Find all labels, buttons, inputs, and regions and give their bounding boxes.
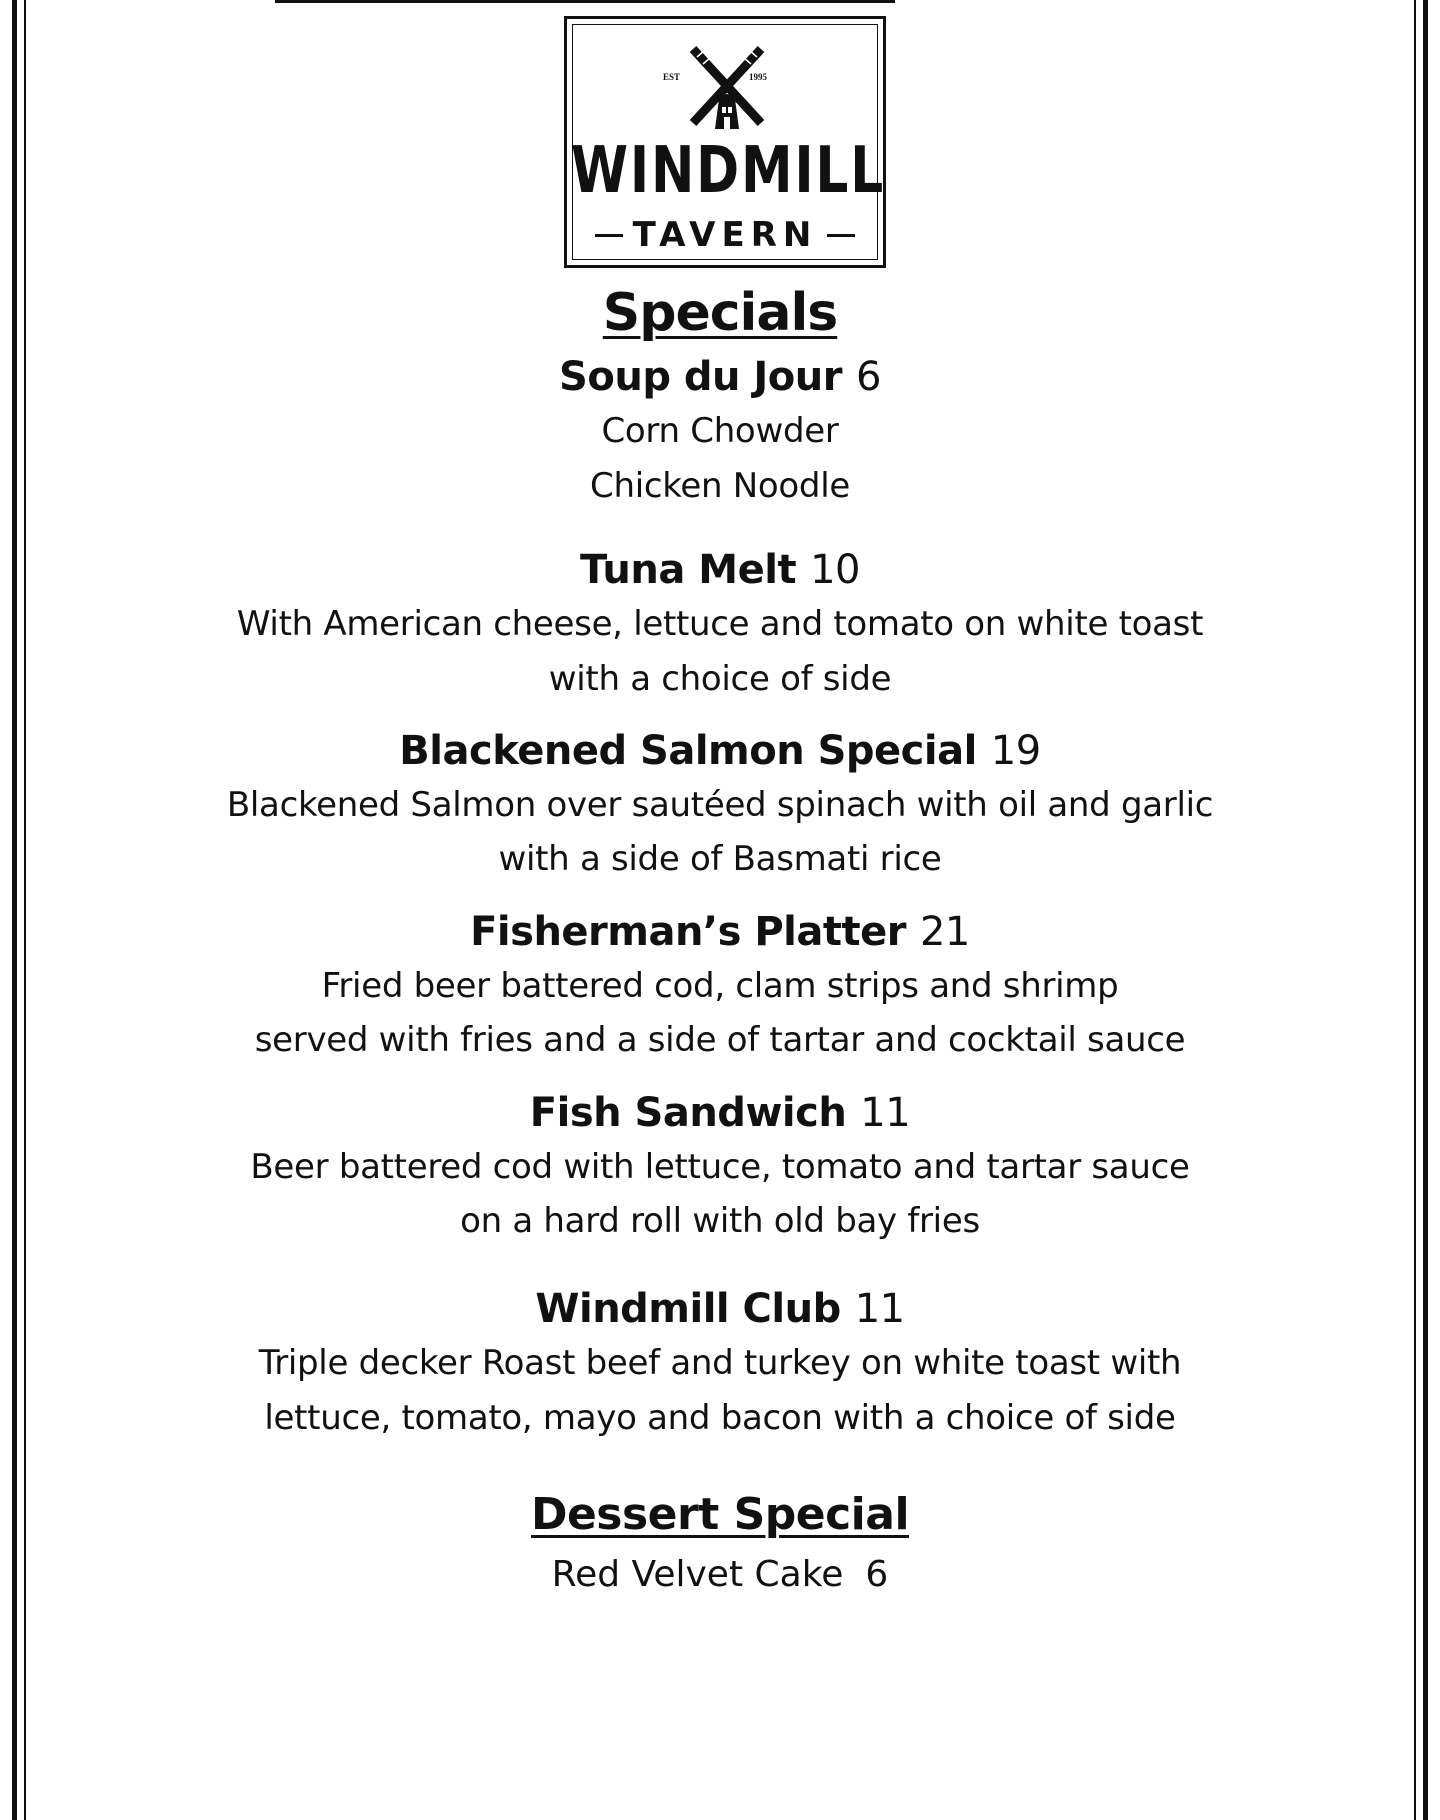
menu-item-fish-sandwich <box>0 1086 1440 1249</box>
logo-year-text: 1995 <box>749 72 767 82</box>
menu-item-price: 19 <box>990 727 1041 774</box>
menu-item-soup <box>0 350 1440 513</box>
dessert-heading: Dessert Special <box>530 1489 910 1541</box>
menu-item-price: 10 <box>810 547 860 594</box>
dessert-item-name: Red Velvet Cake <box>551 1553 844 1595</box>
menu-item-name: Fisherman’s Platter <box>470 908 906 955</box>
menu-item-header <box>0 905 1440 959</box>
menu-item-header <box>0 543 1440 597</box>
menu-item-description: Triple decker Roast beef and turkey on white toast with <box>258 1343 1182 1384</box>
menu-item-description: Blackened Salmon over sautéed spinach with oil and garlic <box>226 784 1214 825</box>
menu-item-price: 21 <box>919 908 970 955</box>
menu-item-description: Chicken Noodle <box>590 465 850 506</box>
menu-item-description: Beer battered cod with lettuce, tomato and tartar sauce <box>250 1146 1190 1187</box>
dessert-item-price: 6 <box>865 1553 889 1595</box>
menu-item-description: on a hard roll with old bay fries <box>460 1200 980 1241</box>
logo-name: WINDMILL <box>570 134 886 208</box>
menu-item-header <box>0 1282 1440 1336</box>
menu-item-description: Fried beer battered cod, clam strips and shrimp <box>321 965 1119 1006</box>
menu-item-fishermans-platter <box>0 905 1440 1068</box>
menu-item-name: Blackened Salmon Special <box>399 727 977 774</box>
logo-subtitle: TAVERN <box>632 215 818 255</box>
menu-item-description: with a choice of side <box>548 658 892 699</box>
dessert-section <box>0 1489 1440 1600</box>
menu-item-description: served with fries and a side of tartar and cocktail sauce <box>254 1020 1186 1061</box>
menu-item-price: 6 <box>855 354 881 401</box>
menu-item-blackened-salmon <box>0 724 1440 887</box>
menu-item-price: 11 <box>860 1089 911 1136</box>
menu-content <box>0 282 1440 1600</box>
windmill-icon <box>675 41 779 135</box>
menu-item-name: Tuna Melt <box>580 547 797 594</box>
menu-item-tuna-melt <box>0 543 1440 706</box>
logo-est-text: EST <box>663 72 681 82</box>
menu-item-description: Corn Chowder <box>601 411 839 452</box>
top-rule <box>275 0 895 3</box>
specials-heading: Specials <box>602 283 838 343</box>
dessert-item <box>0 1550 1440 1600</box>
menu-item-description: lettuce, tomato, mayo and bacon with a choice of side <box>264 1397 1176 1438</box>
menu-item-description: with a side of Basmati rice <box>498 839 942 880</box>
tavern-logo <box>564 16 886 268</box>
menu-item-name: Fish Sandwich <box>529 1089 847 1136</box>
menu-item-header <box>0 1086 1440 1140</box>
logo-dash-left <box>595 234 623 237</box>
menu-item-header <box>0 724 1440 778</box>
logo-dash-right <box>827 234 855 237</box>
menu-item-header <box>0 350 1440 404</box>
menu-item-windmill-club <box>0 1282 1440 1445</box>
logo-subtitle-row <box>567 215 883 255</box>
menu-item-description: With American cheese, lettuce and tomato on white toast <box>236 604 1204 645</box>
menu-item-name: Soup du Jour <box>559 354 842 401</box>
menu-item-name: Windmill Club <box>535 1286 841 1333</box>
menu-item-price: 11 <box>854 1286 905 1333</box>
